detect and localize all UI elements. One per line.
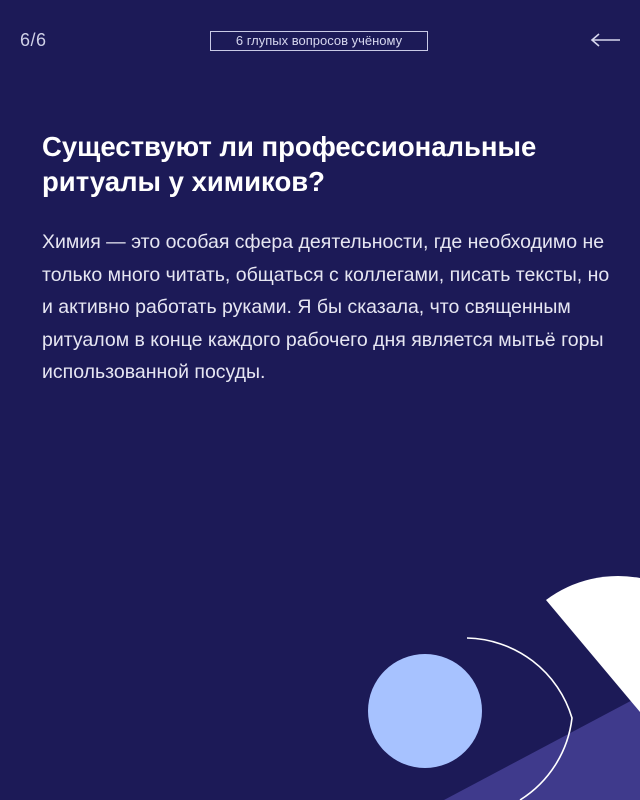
white-half-disc bbox=[546, 576, 640, 712]
purple-shape bbox=[444, 696, 640, 800]
arrow-left-icon[interactable] bbox=[590, 28, 622, 52]
thin-arc bbox=[467, 638, 572, 800]
answer-text: Химия — это особая сфера деятельности, где необходимо не только много читать, общаться с коллегами, писать тексты, но и активно работать руками. Я бы сказала, что священным ритуалом в конце каждого рабочего дня является мытьё горы использованной посуды. bbox=[42, 231, 610, 383]
blue-circle bbox=[368, 654, 482, 768]
question-heading: Существуют ли профессиональные ритуалы у химиков? bbox=[42, 131, 537, 197]
slide-counter: 6/6 bbox=[20, 30, 47, 50]
series-title-badge: 6 глупых вопросов учёному bbox=[210, 31, 428, 51]
